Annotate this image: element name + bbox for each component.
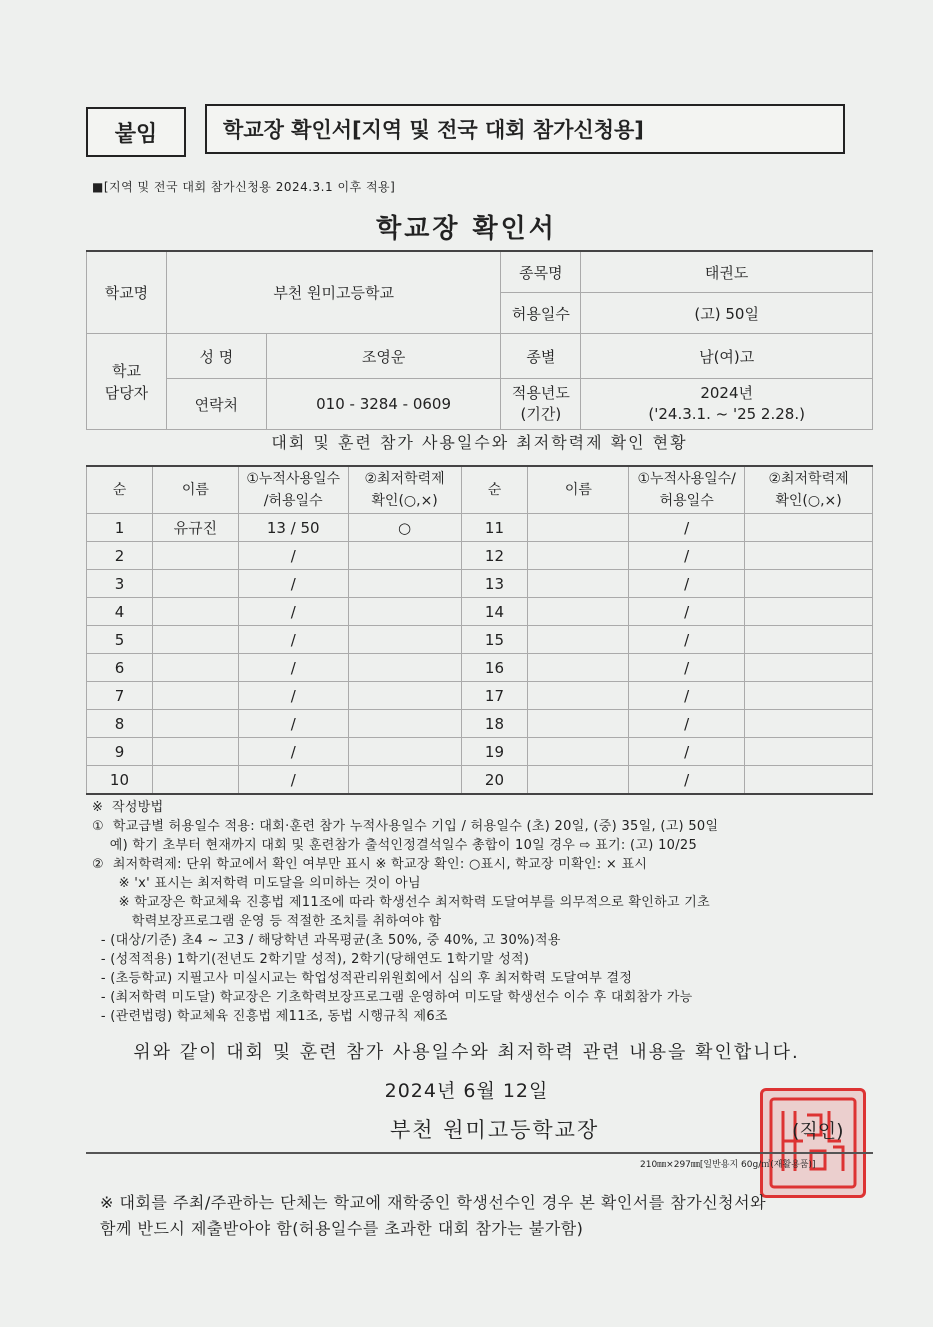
col-cumulative-right-l1: ①누적사용일수/ [637,471,736,487]
note-line: - (대상/기준) 초4 ~ 고3 / 해당학년 과목평균(초 50%, 중 40%, 고 30%)적용 [92,933,561,948]
col-cumulative-l1: ①누적사용일수 [246,471,341,487]
footnote-line2: 함께 반드시 제출받아야 함(허용일수를 초과한 대회 참가는 불가함) [100,1219,584,1238]
row-check-right [745,710,873,738]
row-check [348,626,461,654]
document-title: 학교장 확인서 [376,214,557,244]
col-name: 이름 [152,466,238,514]
usage-status-title: 대회 및 훈련 참가 사용일수와 최저학력제 확인 현황 [271,433,688,452]
sport-label: 종목명 [501,251,581,293]
row-check-right [745,654,873,682]
table-row [87,626,873,654]
period: ('24.3.1. ~ '25 2.28.) [648,405,805,423]
note-line: ① 학교급별 허용일수 적용: 대회·훈련 참가 누적사용일수 기입 / 허용일수 (초) 20일, (중) 35일, (고) 50일 [92,819,719,834]
table-row [87,598,873,626]
col-min-academic [348,466,461,514]
year-label-line2: (기간) [520,405,562,423]
row-no-right: 19 [461,738,528,766]
row-name-right [528,738,629,766]
table-row [87,682,873,710]
row-check-right [745,682,873,710]
row-no-right: 11 [461,514,528,542]
note-line: ※ 작성방법 [92,800,164,815]
issue-date: 2024년 6월 12일 [384,1080,549,1102]
row-days-right: / [629,542,745,570]
row-name [152,626,238,654]
table-row [87,738,873,766]
row-days: / [238,542,348,570]
writing-instructions [92,798,718,1026]
note-line: ② 최저학력제: 단위 학교에서 확인 여부만 표시 ※ 학교장 확인: ○표시, 학교장 미확인: × 표시 [92,857,648,872]
note-line: - (초등학교) 지필고사 미실시교는 학업성적관리위원회에서 심의 후 최저학력 도달여부 결정 [92,971,633,986]
roster-body [87,514,873,795]
footnote-line1: ※ 대회를 주최/주관하는 단체는 학교에 재학중인 학생선수인 경우 본 확인서를 참가신청서와 [100,1193,767,1212]
row-name [152,654,238,682]
seal-pattern-icon [763,1091,863,1195]
seal-label: (직인) [792,1120,844,1142]
row-name-right [528,514,629,542]
row-name [152,766,238,795]
roster-header-row [87,466,873,514]
roster-table [86,465,873,795]
col-cumulative-right-l2: 허용일수 [659,493,714,509]
row-check-right [745,626,873,654]
row-check-right [745,570,873,598]
row-no: 6 [87,654,153,682]
row-days-right: / [629,682,745,710]
row-name [152,710,238,738]
paper-spec: 210㎜×297㎜[일반용지 60g/㎡(재활용품)] [640,1160,816,1170]
col-min-academic-l2: 확인(○,×) [371,493,438,509]
row-name-right [528,626,629,654]
category-value: 남(여)고 [581,334,873,379]
row-no-right: 13 [461,570,528,598]
category-label: 종별 [501,334,581,379]
official-seal-icon [760,1088,866,1198]
school-name-label: 학교명 [87,251,167,334]
sport-value: 태권도 [581,251,873,293]
col-cumulative-right [629,466,745,514]
row-no: 9 [87,738,153,766]
col-min-academic-l1: ②최저학력제 [364,471,445,487]
col-min-academic-right-l1: ②최저학력제 [768,471,849,487]
school-name: 부천 원미고등학교 [166,251,501,334]
row-check: ○ [348,514,461,542]
row-check-right [745,766,873,795]
row-check [348,654,461,682]
row-days: 13 / 50 [238,514,348,542]
row-check [348,542,461,570]
info-table [86,250,873,430]
row-name-right [528,654,629,682]
row-check [348,766,461,795]
row-days-right: / [629,626,745,654]
col-min-academic-right [745,466,873,514]
note-line: - (관련법령) 학교체육 진흥법 제11조, 동법 시행규칙 제6조 [92,1009,448,1024]
table-row [87,766,873,795]
row-name [152,598,238,626]
table-row [87,654,873,682]
manager-name: 조영운 [266,334,501,379]
row-name-right [528,598,629,626]
allowed-days-value: (고) 50일 [581,293,873,334]
col-name-right: 이름 [528,466,629,514]
row-days-right: / [629,570,745,598]
note-line: ※ 학교장은 학교체육 진흥법 제11조에 따라 학생선수 최저학력 도달여부를 의무적으로 확인하고 기초 [92,895,711,910]
allowed-days-label: 허용일수 [501,293,581,334]
contact-label: 연락처 [166,379,266,430]
row-name [152,570,238,598]
divider [86,1152,873,1154]
row-check [348,682,461,710]
row-no-right: 12 [461,542,528,570]
row-no: 5 [87,626,153,654]
row-check-right [745,514,873,542]
col-no: 순 [87,466,153,514]
row-days: / [238,738,348,766]
attachment-tag [86,107,186,157]
table-row [87,542,873,570]
year-value [581,379,873,430]
row-no: 3 [87,570,153,598]
header-title-box [205,104,845,154]
row-no-right: 18 [461,710,528,738]
row-days-right: / [629,766,745,795]
col-cumulative-l2: /허용일수 [263,493,323,509]
col-cumulative [238,466,348,514]
table-row [87,514,873,542]
row-name-right [528,542,629,570]
row-no: 1 [87,514,153,542]
note-line: 학력보장프로그램 운영 등 적절한 조치를 취하여야 함 [92,914,442,929]
row-no: 7 [87,682,153,710]
row-days: / [238,654,348,682]
note-line: - (최저학력 미도달) 학교장은 기초학력보장프로그램 운영하여 미도달 학생선수 이수 후 대회참가 가능 [92,990,693,1005]
name-label: 성 명 [166,334,266,379]
row-no-right: 17 [461,682,528,710]
row-name-right [528,570,629,598]
attachment-tag-text: 붙임 [114,121,158,147]
row-name-right [528,766,629,795]
row-no-right: 20 [461,766,528,795]
row-check [348,570,461,598]
row-check-right [745,542,873,570]
manager-label-line1: 학교 [111,361,141,380]
row-days: / [238,570,348,598]
row-days-right: / [629,598,745,626]
row-days: / [238,598,348,626]
row-days: / [238,682,348,710]
header-title: 학교장 확인서[지역 및 전국 대회 참가신청용] [223,118,644,142]
row-check [348,710,461,738]
row-no: 10 [87,766,153,795]
year-label [501,379,581,430]
row-no-right: 15 [461,626,528,654]
row-no-right: 14 [461,598,528,626]
year-label-line1: 적용년도 [511,384,570,402]
row-days: / [238,626,348,654]
row-days: / [238,710,348,738]
manager-label [87,334,167,430]
applicable-notice: ■[지역 및 전국 대회 참가신청용 2024.3.1 이후 적용] [92,180,396,194]
year: 2024년 [700,384,753,402]
row-name-right [528,710,629,738]
row-days-right: / [629,710,745,738]
note-line: ※ 'x' 표시는 최저학력 미도달을 의미하는 것이 아님 [92,876,421,891]
table-row [87,570,873,598]
row-name [152,738,238,766]
row-check [348,738,461,766]
confirmation-statement: 위와 같이 대회 및 훈련 참가 사용일수와 최저학력 관련 내용을 확인합니다. [133,1042,800,1063]
contact-value: 010 - 3284 - 0609 [266,379,501,430]
row-no-right: 16 [461,654,528,682]
table-row [87,710,873,738]
note-line: 예) 학기 초부터 현재까지 대회 및 훈련참가 출석인정결석일수 총합이 10일 경우 ⇨ 표기: (고) 10/25 [92,838,698,853]
row-no: 2 [87,542,153,570]
row-check-right [745,598,873,626]
row-no: 4 [87,598,153,626]
row-no: 8 [87,710,153,738]
col-min-academic-right-l2: 확인(○,×) [775,493,842,509]
row-days-right: / [629,738,745,766]
row-days-right: / [629,654,745,682]
row-days: / [238,766,348,795]
row-name-right [528,682,629,710]
note-line: - (성적적용) 1학기(전년도 2학기말 성적), 2학기(당해연도 1학기말 성적) [92,952,530,967]
row-check [348,598,461,626]
footnote [100,1190,766,1242]
manager-label-line2: 담당자 [104,383,149,402]
row-name [152,682,238,710]
principal-title: 부천 원미고등학교장 [390,1118,600,1142]
row-days-right: / [629,514,745,542]
col-no-right: 순 [461,466,528,514]
row-name: 유규진 [152,514,238,542]
row-name [152,542,238,570]
row-check-right [745,738,873,766]
